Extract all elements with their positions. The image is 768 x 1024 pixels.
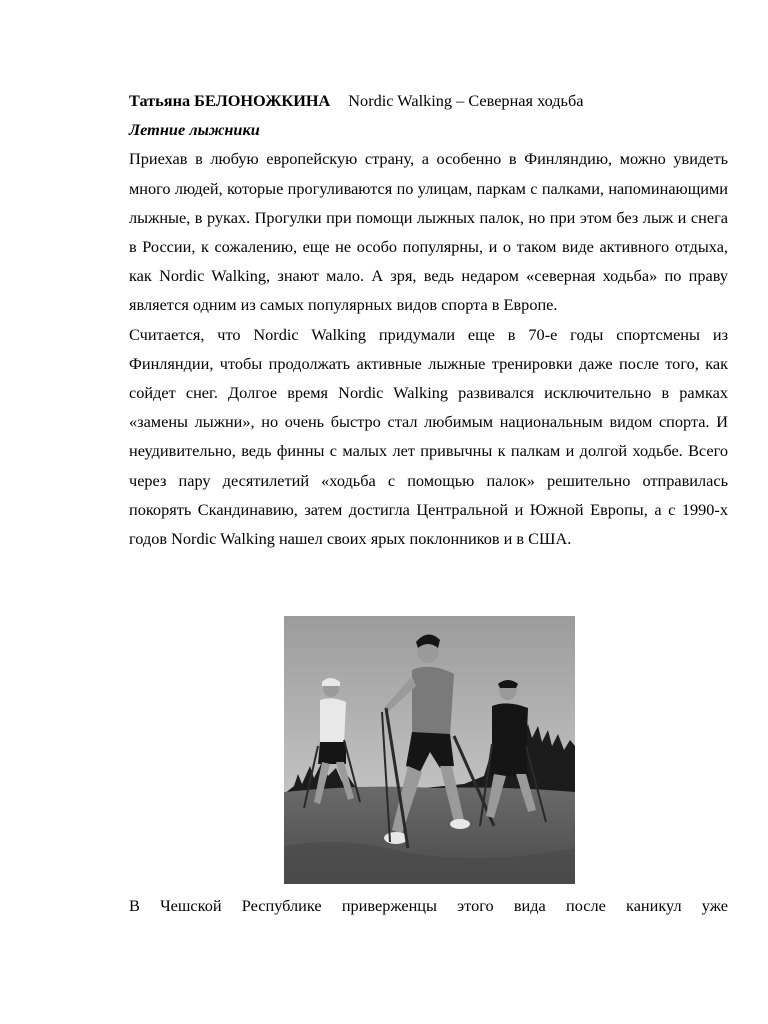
article-title: Nordic Walking – Северная ходьба (348, 91, 584, 110)
walker-center-shirt (412, 667, 454, 736)
walker-center-shoe-front (450, 819, 470, 829)
paragraph: Приехав в любую европейскую страну, а особенно в Финляндию, можно увидеть много людей, которые прогуливаются по улицам, паркам с палками, напоминающими лыжные, в руках. Прогулки при помощи лыжных палок, но при этом без лыж и снега в России, к сожалению, еще не особо популярны, и о таком виде активного отдыха, как Nordic Walking, знают мало. А зря, ведь недаром «северная ходьба» по праву является одним из самых популярных видов спорта в Европе. (129, 149, 728, 315)
nordic-walking-photo (284, 616, 575, 884)
walker-right-shirt (492, 703, 528, 756)
article-header (129, 86, 728, 115)
article-body (129, 86, 728, 553)
walker-left-shorts (318, 742, 346, 764)
continuation-paragraph: В Чешской Республике приверженцы этого вида после каникул уже (129, 896, 728, 915)
walker-left-shirt (320, 698, 346, 744)
paragraph: Считается, что Nordic Walking придумали еще в 70-е годы спортсмены из Финляндии, чтобы продолжать активные лыжные тренировки даже после того, как сойдет снег. Долгое время Nordic Walking развивался исключительно в рамках «замены лыжни», но очень быстро стал любимым национальным видом спорта. И неудивительно, ведь финны с малых лет привычны к палкам и долгой ходьбе. Всего через пару десятилетий «ходьба с помощью палок» решительно отправилась покорять Скандинавию, затем достигла Центральной и Южной Европы, а с 1990-х годов Nordic Walking нашел своих ярых поклонников и в США. (129, 324, 728, 549)
author-name: Татьяна БЕЛОНОЖКИНА (129, 91, 331, 110)
article-subtitle: Летние лыжники (129, 120, 260, 140)
walker-right-shorts (490, 754, 528, 776)
photo-illustration (284, 616, 575, 884)
